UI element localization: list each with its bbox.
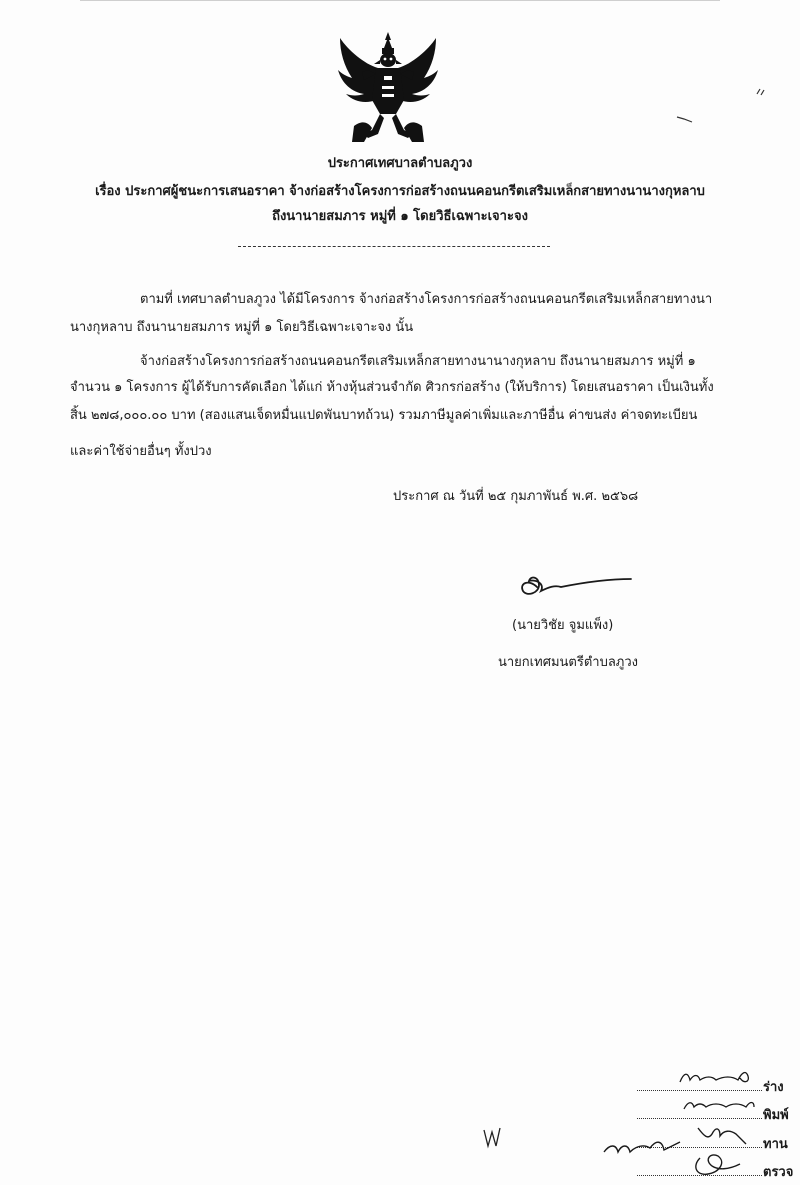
paragraph-2-line-4: และค่าใช้จ่ายอื่นๆ ทั้งปวง: [70, 444, 212, 459]
type-initial: [680, 1095, 760, 1115]
paragraph-1-line-2: นางกุหลาบ ถึงนานายสมภาร หมู่ที่ ๑ โดยวิธีเฉพาะเจาะจง นั้น: [70, 320, 414, 335]
top-edge-line: [80, 0, 720, 1]
scan-speck: [676, 114, 694, 124]
review-signature: [600, 1118, 750, 1180]
draft-label: ร่าง: [763, 1080, 784, 1095]
signature-mark: [515, 565, 633, 601]
office-heading: ประกาศเทศบาลตำบลภูวง: [327, 156, 473, 171]
scan-speck: [755, 86, 767, 98]
type-label: พิมพ์: [763, 1108, 789, 1123]
check-label: ตรวจ: [763, 1165, 794, 1180]
signatory-name: (นายวิชัย จูมแพ็ง): [512, 618, 614, 633]
paragraph-1-line-1: ตามที่ เทศบาลตำบลภูวง ได้มีโครงการ จ้างก่อสร้างโครงการก่อสร้างถนนคอนกรีตเสริมเหล็กสายทางนา: [140, 292, 713, 307]
garuda-emblem: [334, 30, 442, 145]
paragraph-2-line-3: สิ้น ๒๗๘,๐๐๐.๐๐ บาท (สองแสนเจ็ดหมื่นแปดพันบาทถ้วน) รวมภาษีมูลค่าเพิ่มและภาษีอื่น ค่าขนส่ง ค่าจดทะเบียน: [70, 408, 698, 423]
signatory-position: นายกเทศมนตรีตำบลภูวง: [498, 655, 638, 670]
handwritten-mark: [482, 1126, 504, 1150]
subject-line-2: ถึงนานายสมภาร หมู่ที่ ๑ โดยวิธีเฉพาะเจาะจง: [272, 209, 528, 224]
draft-initial: [676, 1066, 756, 1088]
paragraph-2-line-2: จำนวน ๑ โครงการ ผู้ได้รับการคัดเลือก ได้แก่ ห้างหุ้นส่วนจำกัด ศิวกรก่อสร้าง (ให้บริการ) โดยเสนอราคา เป็นเงินทั้ง: [70, 380, 714, 395]
heading-divider: [238, 246, 550, 247]
subject-line-1: เรื่อง ประกาศผู้ชนะการเสนอราคา จ้างก่อสร้างโครงการก่อสร้างถนนคอนกรีตเสริมเหล็กสายทางนานางกุหลาบ: [95, 184, 705, 199]
review-label: ทาน: [763, 1137, 788, 1152]
paragraph-2-line-1: จ้างก่อสร้างโครงการก่อสร้างถนนคอนกรีตเสริมเหล็กสายทางนานางกุหลาบ ถึงนานายสมภาร หมู่ที่ ๑: [140, 354, 696, 369]
issued-date: ประกาศ ณ วันที่ ๒๕ กุมภาพันธ์ พ.ศ. ๒๕๖๘: [393, 489, 639, 504]
